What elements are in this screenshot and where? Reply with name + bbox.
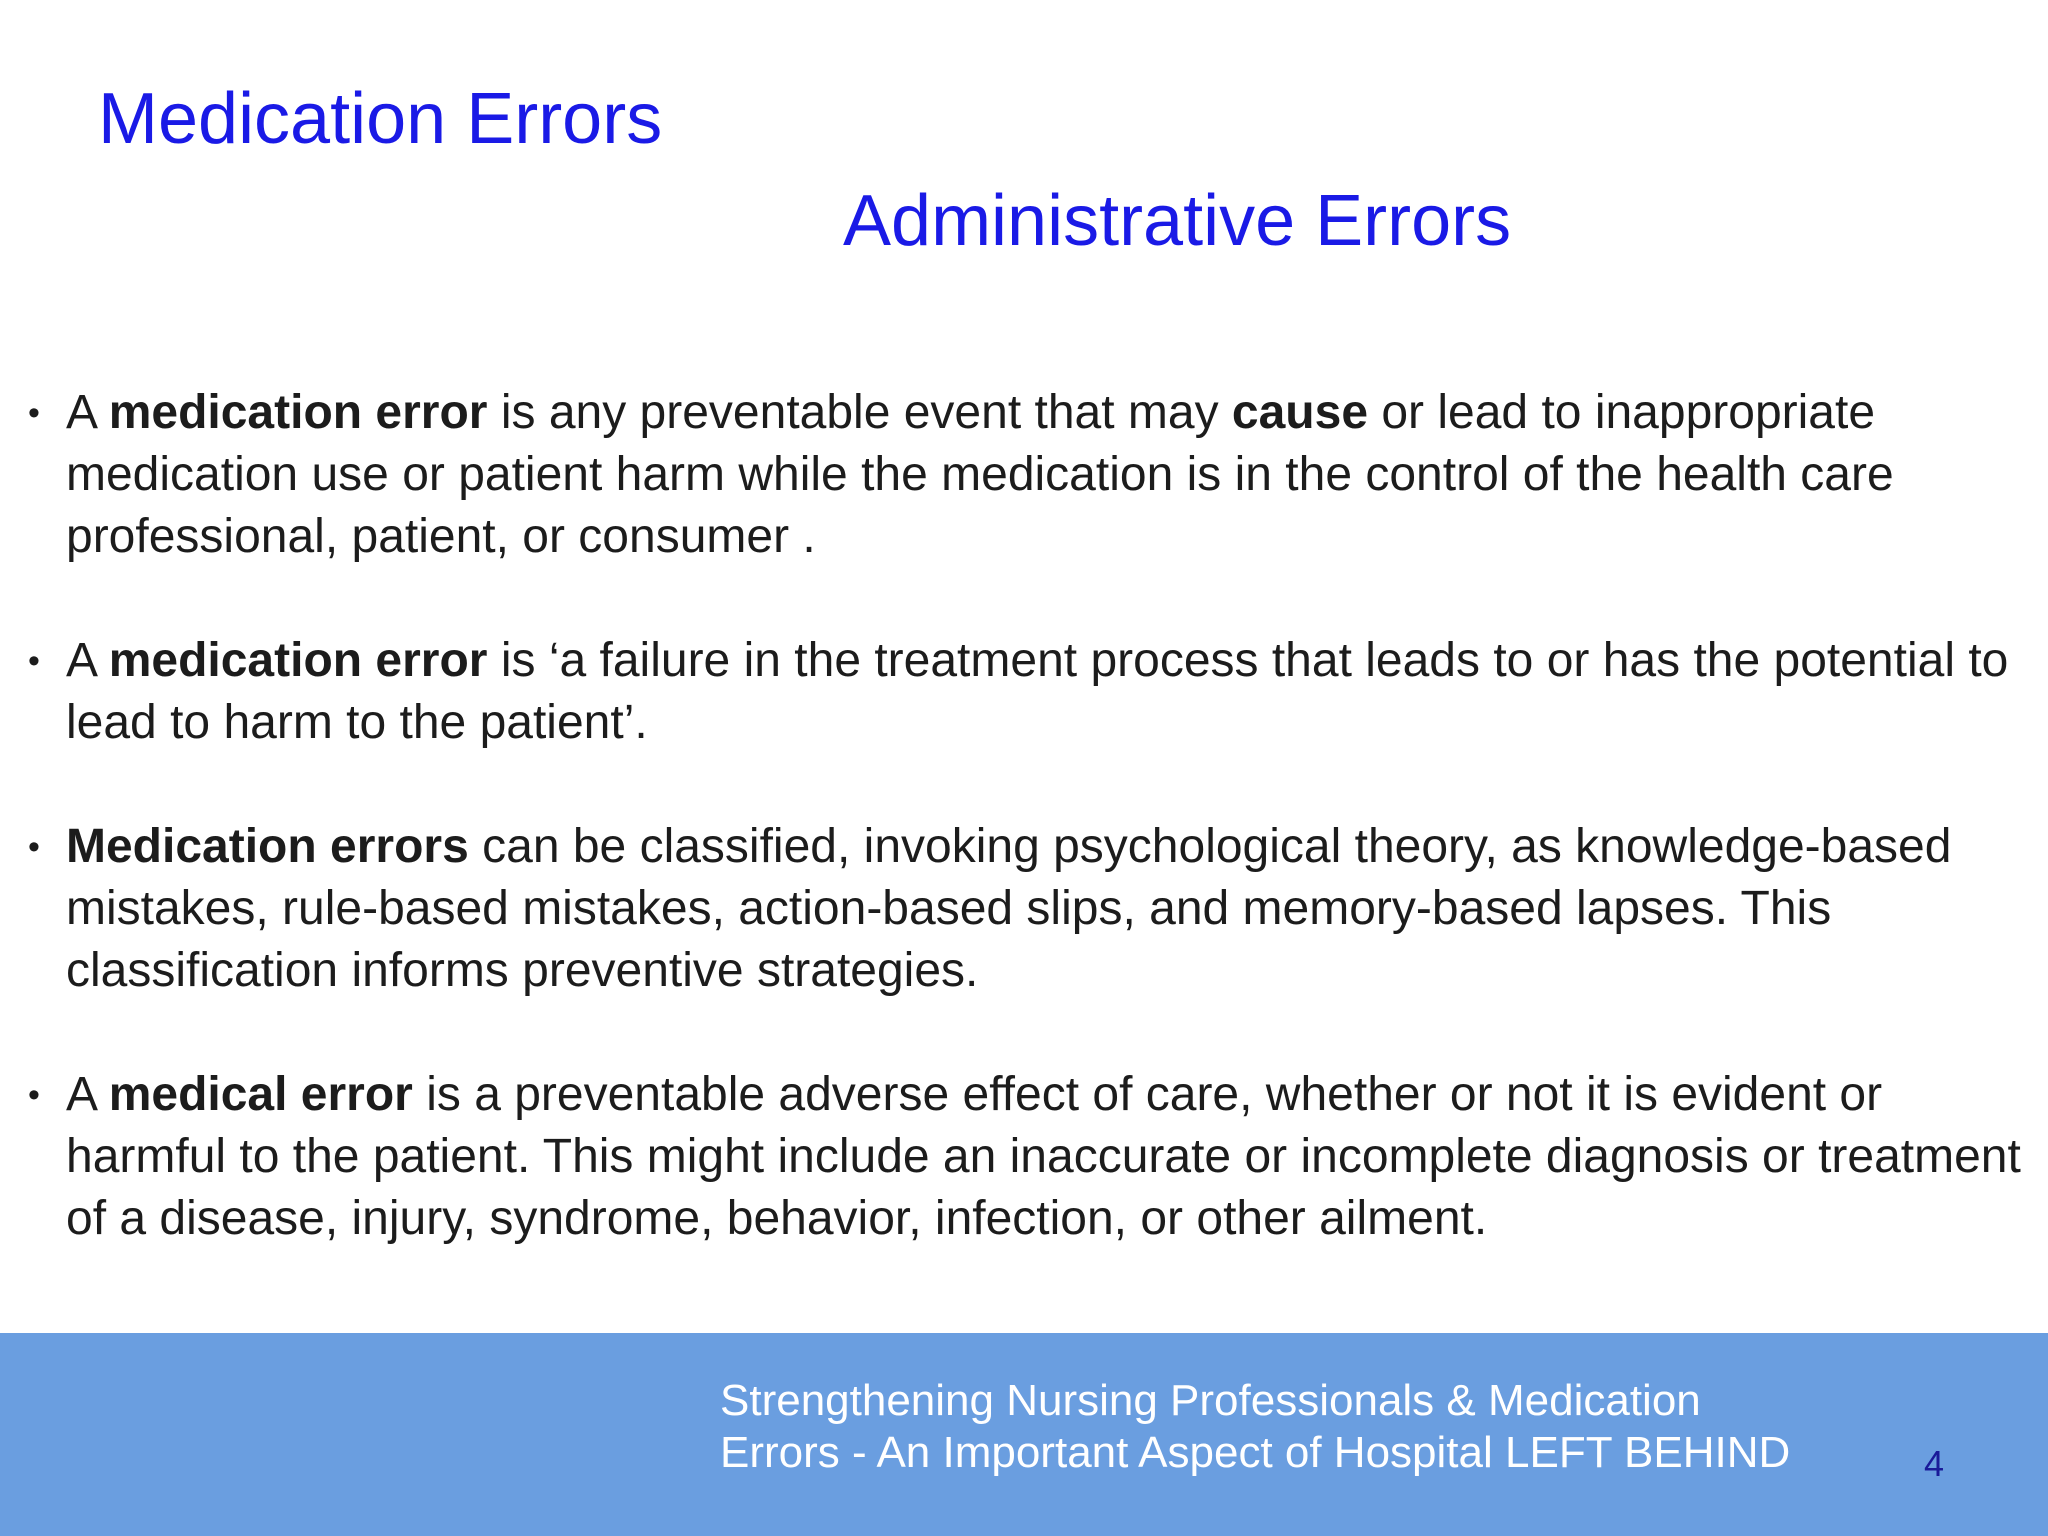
bullet-item [0, 1064, 2048, 1250]
bullet-text [66, 820, 1951, 997]
footer-line-2: Errors - An Important Aspect of Hospital LEFT BEHIND [720, 1428, 1791, 1477]
bullet-list [0, 382, 2048, 1312]
bullet-segment: A [66, 386, 109, 439]
bullet-segment: or lead to inappropriate medication use or patient harm while the medication is in the control of the health care professional, patient, or consumer . [66, 386, 1894, 563]
bullet-text [66, 386, 1894, 563]
bullet-dot-icon: • [28, 1076, 40, 1114]
page-number: 4 [1924, 1443, 1945, 1484]
bullet-dot-icon: • [28, 642, 40, 680]
bullet-segment: is ‘a failure in the treatment process that leads to or has the potential to lead to harm to the patient’. [66, 634, 2009, 749]
bullet-text [66, 1068, 2021, 1245]
slide-subtitle: Administrative Errors [843, 181, 1512, 261]
bullet-segment-bold: medication error [108, 386, 488, 439]
bullet-item [0, 816, 2048, 1002]
bullet-text [66, 634, 2008, 749]
bullet-segment-bold: Medication errors [66, 820, 469, 873]
bullet-segment: is any preventable event that may [487, 386, 1232, 439]
bullet-item [0, 630, 2048, 754]
bullet-dot-icon: • [28, 394, 40, 432]
footer-text [720, 1375, 1790, 1479]
bullet-segment: A [66, 1068, 109, 1121]
bullet-dot-icon: • [28, 828, 40, 866]
footer-band [0, 1333, 2048, 1536]
bullet-segment-bold: medication error [108, 634, 488, 687]
footer-line-1: Strengthening Nursing Professionals & Medication [720, 1376, 1701, 1425]
bullet-segment-bold: medical error [108, 1068, 413, 1121]
bullet-segment-bold: cause [1231, 386, 1369, 439]
bullet-item [0, 382, 2048, 568]
slide-title: Medication Errors [98, 79, 663, 159]
bullet-segment: can be classified, invoking psychological theory, as knowledge-based mistakes, rule-based mistakes, action-based slips, and memory-based lapses. This classification informs preventive strategies. [66, 820, 1952, 997]
bullet-segment: A [66, 634, 109, 687]
bullet-segment: is a preventable adverse effect of care, whether or not it is evident or harmful to the patient. This might include an inaccurate or incomplete diagnosis or treatment of a disease, injury, syndrome, behavior, infection, or other ailment. [66, 1068, 2021, 1245]
